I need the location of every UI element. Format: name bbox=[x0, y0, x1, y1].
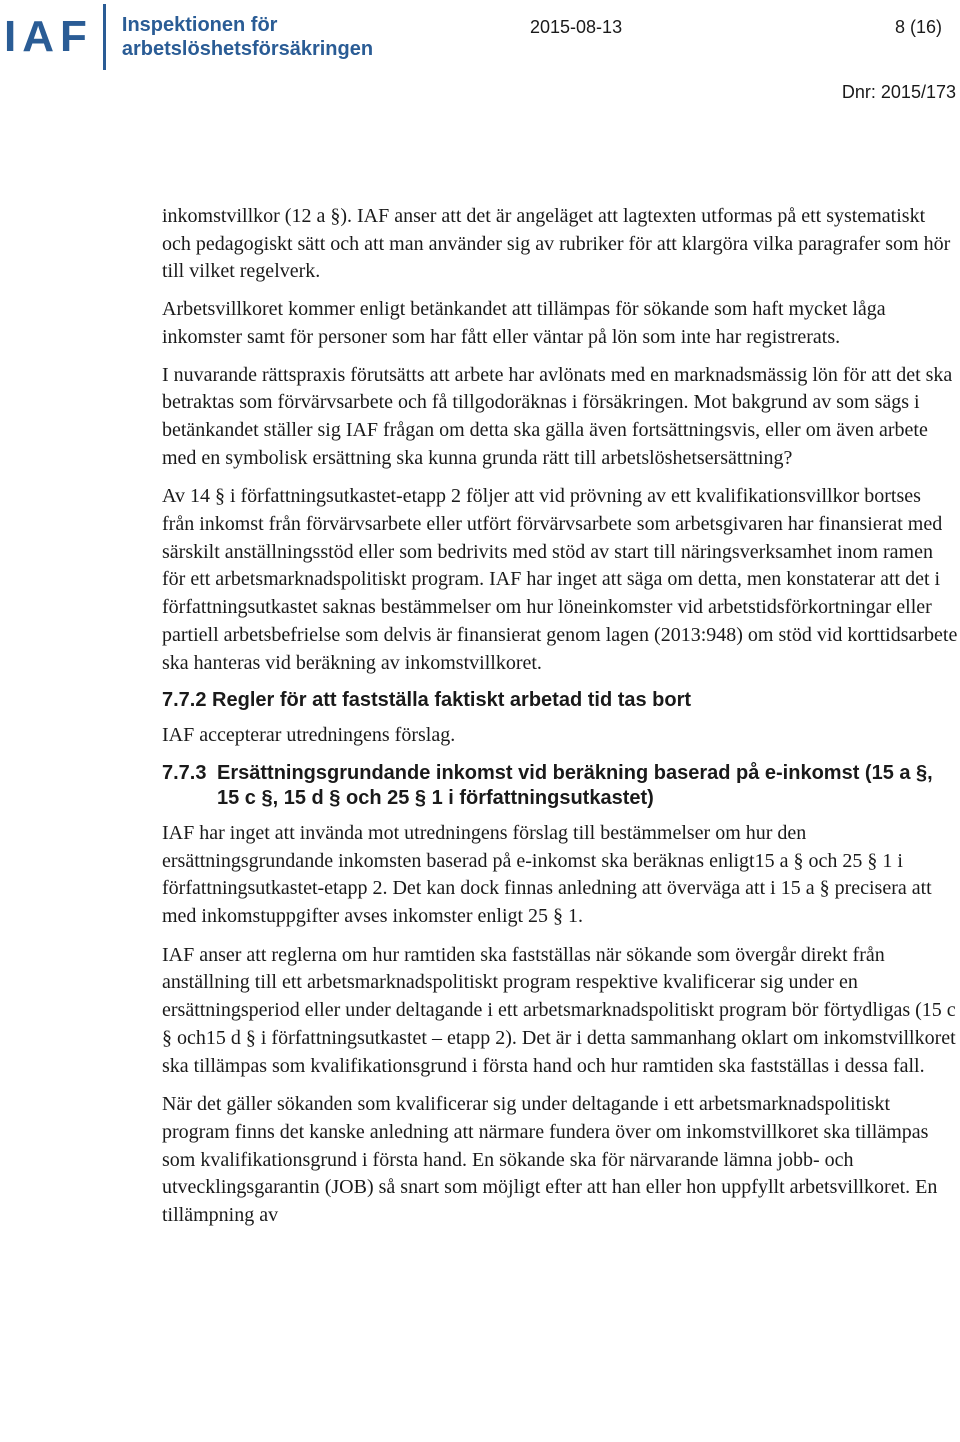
paragraph-8: När det gäller sökanden som kvalificerar sig under deltagande i ett arbetsmarknadspolitiskt program finns det kanske anledning att närmare fundera över om inkomstvillkoret ska tillämpas som kvalifikationsgrund i första hand. En sökande ska för närvarande lämna jobb- och utvecklingsgarantin (JOB) så snart som möjligt efter att han eller hon uppfyllt arbetsvillkoret. En tillämpning av bbox=[162, 1093, 938, 1227]
logo-mark bbox=[4, 4, 122, 70]
page-number: 8 (16) bbox=[894, 17, 942, 37]
paragraph-6: IAF har inget att invända mot utredningens förslag till bestämmelser om hur den ersättningsgrundande inkomsten baserad på e-inkomst ska beräknas enligt15 a § och 25 § 1 i författningsutkastet-etapp 2. Det kan dock finnas anledning att överväga att i 15 a § precisera att med inkomstuppgifter avses inkomster enligt 25 § 1. bbox=[162, 821, 932, 928]
section-number: 7.7.3 bbox=[162, 761, 207, 784]
section-title: Regler för att fastställa faktiskt arbetad tid tas bort bbox=[212, 689, 692, 712]
paragraph-7: IAF anser att reglerna om hur ramtiden ska fastställas när sökande som övergår direkt från anställning till ett arbetsmarknadspolitiskt program respektive kvalificerar sig under en ersättningsperiod eller under deltagande i ett arbetsmarknadspolitiskt program bör förtydligas (15 c § och15 d § i författningsutkastet – etapp 2). Det är i detta sammanhang oklart om inkomstvillkoret ska tillämpas som kvalifikationsgrund i första hand och hur ramtiden ska fastställas i dessa fall. bbox=[162, 943, 956, 1077]
document-body bbox=[162, 203, 958, 1241]
logo-initials: IAF bbox=[4, 12, 93, 61]
paragraph-2: Arbetsvillkoret kommer enligt betänkandet att tillämpas för sökande som haft mycket låga inkomster samt för personer som har fått eller väntar på lön som inte har registrerats. bbox=[162, 298, 886, 348]
section-heading-7-7-2 bbox=[162, 688, 958, 713]
paragraph-5: IAF accepterar utredningens förslag. bbox=[162, 724, 456, 747]
logo-divider bbox=[103, 4, 106, 70]
registration-number: Dnr: 2015/173 bbox=[841, 82, 956, 102]
logo-line-1: Inspektionen för bbox=[121, 14, 278, 36]
organization-logo bbox=[4, 0, 373, 74]
logo-wordmark bbox=[122, 13, 373, 61]
paragraph-1: inkomstvillkor (12 a §). IAF anser att det är angeläget att lagtexten utformas på ett systematiskt och pedagogiskt sätt och att man använder sig av rubriker för att klargöra vilka paragrafer som hör till vilket regelverk. bbox=[162, 205, 951, 283]
section-title: Ersättningsgrundande inkomst vid beräkning baserad på e-inkomst (15 a §, 15 c §, 15 d § och 25 § 1 i författningsutkastet) bbox=[217, 761, 933, 809]
paragraph-3: I nuvarande rättspraxis förutsätts att arbete har avlönats med en marknadsmässig lön för att det ska betraktas som förvärvsarbete och få tillgodoräknas i försäkringen. Mot bakgrund av som sägs i betänkandet ställer sig IAF frågan om detta ska gälla även fortsättningsvis, eller om även arbete med en symbolisk ersättning ska kunna grunda rätt till arbetslöshetsersättning? bbox=[162, 363, 953, 469]
logo-line-2: arbetslöshetsförsäkringen bbox=[121, 38, 374, 60]
section-number: 7.7.2 bbox=[162, 689, 207, 712]
paragraph-4: Av 14 § i författningsutkastet-etapp 2 följer att vid prövning av ett kvalifikationsvillkor bortses från inkomst från förvärvsarbete eller utfört förvärvsarbete som arbetsgivaren har finansierat med särskilt anställningsstöd eller som bedrivits med stöd av start till näringsverksamhet inom ramen för ett arbetsmarknadspolitiskt program. IAF har inget att säga om detta, men konstaterar att det i författningsutkastet saknas bestämmelser om hur löneinkomster vid arbetstidsförkortningar eller partiell arbetsbefrielse som delvis är finansierat genom lagen (2013:948) om stöd vid korttidsarbete ska hanteras vid beräkning av inkomstvillkoret. bbox=[162, 485, 958, 674]
document-date: 2015-08-13 bbox=[530, 17, 623, 37]
section-heading-7-7-3 bbox=[162, 761, 958, 811]
